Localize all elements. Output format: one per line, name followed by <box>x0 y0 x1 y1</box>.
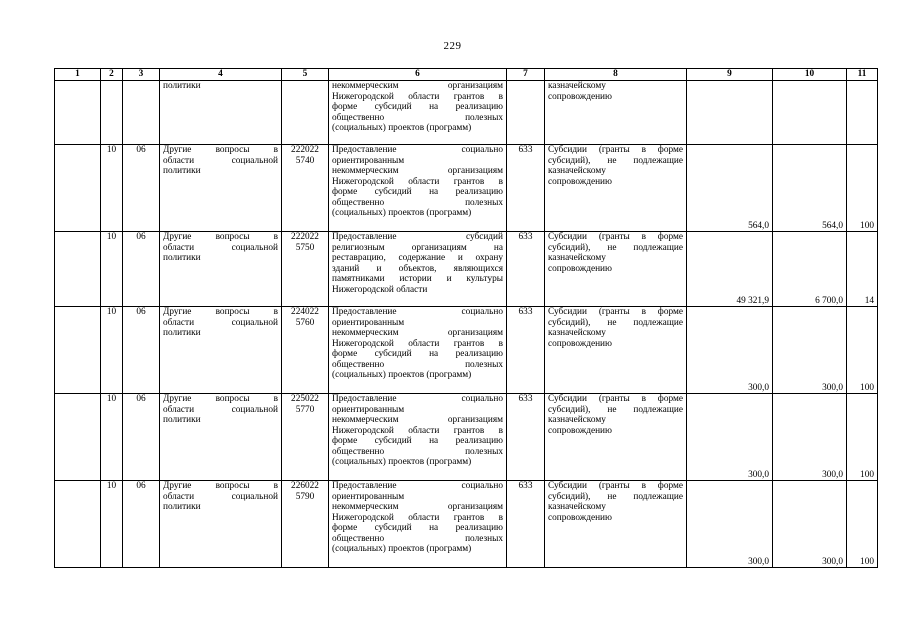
cell-text-line: субсидий), не подлежащие <box>548 317 683 328</box>
cell-expense-type: 633 <box>507 394 545 481</box>
cell-target-code <box>282 145 329 232</box>
cell-percent: 100 <box>847 307 878 394</box>
cell-text-line: (социальных) проектов (программ) <box>332 123 472 133</box>
cell-col3 <box>123 81 160 145</box>
cell-text-line: некоммерческим организациям <box>332 415 503 425</box>
continuation-row <box>55 81 878 145</box>
cell-percent: 100 <box>847 145 878 232</box>
cell-col11 <box>847 81 878 145</box>
cell-expense-type: 633 <box>507 145 545 232</box>
cell-expense-name <box>545 145 687 232</box>
cell-text-line: казначейскому <box>548 81 606 91</box>
cell-section-name <box>160 481 282 568</box>
cell-col10 <box>773 81 847 145</box>
cell-text-line: 5760 <box>295 317 315 328</box>
cell-text-line: субсидий), не подлежащие <box>548 242 683 253</box>
cell-text-line: Нижегородской области грантов в <box>332 512 503 523</box>
cell-text-line: 224022 <box>291 307 319 317</box>
column-header: 6 <box>329 69 507 81</box>
cell-text-line: Субсидии (гранты в форме <box>548 307 683 317</box>
cell-text-line: сопровождению <box>548 176 612 187</box>
cell-percent: 14 <box>847 232 878 307</box>
cell-section-name <box>160 145 282 232</box>
cell-target-name <box>329 394 507 481</box>
cell-text-line: общественно полезных <box>332 533 503 544</box>
cell-subsection: 06 <box>123 145 160 232</box>
cell-col4: политики <box>160 81 282 145</box>
cell-text-line: политики <box>163 502 201 512</box>
column-header: 4 <box>160 69 282 81</box>
cell-planned-amount: 49 321,9 <box>687 232 773 307</box>
cell-section-name <box>160 307 282 394</box>
cell-text-line: Субсидии (гранты в форме <box>548 145 683 155</box>
cell-text-line: зданий и объектов, являющихся <box>332 263 503 274</box>
column-header: 1 <box>55 69 101 81</box>
cell-expense-name <box>545 307 687 394</box>
cell-subsection: 06 <box>123 307 160 394</box>
cell-target-name <box>329 145 507 232</box>
cell-target-code <box>282 307 329 394</box>
cell-text-line: форме субсидий на реализацию <box>332 102 503 112</box>
cell-actual-amount: 564,0 <box>773 145 847 232</box>
cell-text-line: казначейскому <box>548 166 606 176</box>
cell-text-line: субсидий), не подлежащие <box>548 155 683 166</box>
cell-text-line: реставрацию, содержание и охрану <box>332 253 503 263</box>
cell-text-line: политики <box>163 328 201 338</box>
column-header: 7 <box>507 69 545 81</box>
cell-expense-type: 633 <box>507 481 545 568</box>
table-row <box>55 145 878 232</box>
cell-expense-name <box>545 394 687 481</box>
column-header: 3 <box>123 69 160 81</box>
cell-text-line: политики <box>163 415 201 425</box>
cell-text-line: казначейскому <box>548 415 606 425</box>
cell-text-line: форме субсидий на реализацию <box>332 523 503 533</box>
cell-percent: 100 <box>847 481 878 568</box>
cell-col1 <box>55 232 101 307</box>
cell-text-line: Предоставление социально <box>332 481 503 491</box>
cell-col2 <box>101 81 123 145</box>
table-row <box>55 232 878 307</box>
cell-col6 <box>329 81 507 145</box>
cell-text-line: форме субсидий на реализацию <box>332 349 503 359</box>
cell-text-line: общественно полезных <box>332 112 503 123</box>
cell-text-line: 5750 <box>295 242 315 253</box>
cell-section: 10 <box>101 232 123 307</box>
cell-text-line: Предоставление социально <box>332 394 503 404</box>
cell-col5 <box>282 81 329 145</box>
cell-section: 10 <box>101 394 123 481</box>
cell-text-line: Субсидии (гранты в форме <box>548 394 683 404</box>
cell-text-line: ориентированным <box>332 491 405 502</box>
cell-planned-amount: 300,0 <box>687 481 773 568</box>
cell-target-code <box>282 481 329 568</box>
cell-planned-amount: 300,0 <box>687 307 773 394</box>
cell-text-line: Предоставление социально <box>332 307 503 317</box>
cell-text-line: Нижегородской области грантов в <box>332 338 503 349</box>
cell-actual-amount: 300,0 <box>773 394 847 481</box>
cell-text-line: (социальных) проектов (программ) <box>332 544 472 554</box>
header-row <box>55 69 878 81</box>
cell-text-line: субсидий), не подлежащие <box>548 404 683 415</box>
cell-target-name <box>329 232 507 307</box>
cell-expense-type: 633 <box>507 307 545 394</box>
cell-subsection: 06 <box>123 394 160 481</box>
cell-section: 10 <box>101 307 123 394</box>
cell-text-line: области социальной <box>163 317 278 328</box>
cell-percent: 100 <box>847 394 878 481</box>
cell-target-name <box>329 481 507 568</box>
cell-text-line: политики <box>163 253 201 263</box>
column-header: 9 <box>687 69 773 81</box>
cell-target-code <box>282 232 329 307</box>
cell-planned-amount: 300,0 <box>687 394 773 481</box>
column-header: 11 <box>847 69 878 81</box>
cell-text-line: субсидий), не подлежащие <box>548 491 683 502</box>
cell-text-line: политики <box>163 166 201 176</box>
cell-text-line: (социальных) проектов (программ) <box>332 208 472 218</box>
cell-text-line: сопровождению <box>548 263 612 274</box>
column-header: 2 <box>101 69 123 81</box>
cell-actual-amount: 300,0 <box>773 307 847 394</box>
cell-col1 <box>55 81 101 145</box>
cell-text-line: 5740 <box>295 155 315 166</box>
cell-text-line: некоммерческим организациям <box>332 328 503 338</box>
cell-subsection: 06 <box>123 232 160 307</box>
cell-col1 <box>55 145 101 232</box>
cell-text-line: ориентированным <box>332 404 405 415</box>
cell-target-code <box>282 394 329 481</box>
cell-section: 10 <box>101 145 123 232</box>
cell-text-line: Нижегородской области грантов в <box>332 176 503 187</box>
cell-text-line: Другие вопросы в <box>163 481 278 491</box>
cell-expense-type: 633 <box>507 232 545 307</box>
cell-text-line: 5770 <box>295 404 315 415</box>
cell-text-line: казначейскому <box>548 253 606 263</box>
cell-text-line: некоммерческим организациям <box>332 81 503 91</box>
cell-planned-amount: 564,0 <box>687 145 773 232</box>
cell-actual-amount: 6 700,0 <box>773 232 847 307</box>
cell-text-line: сопровождению <box>548 512 612 523</box>
cell-text-line: области социальной <box>163 404 278 415</box>
column-header: 5 <box>282 69 329 81</box>
table-row <box>55 481 878 568</box>
cell-text-line: Предоставление субсидий <box>332 232 503 242</box>
column-header: 8 <box>545 69 687 81</box>
cell-expense-name <box>545 232 687 307</box>
cell-text-line: общественно полезных <box>332 197 503 208</box>
cell-section: 10 <box>101 481 123 568</box>
cell-text-line: некоммерческим организациям <box>332 502 503 512</box>
cell-text-line: общественно полезных <box>332 359 503 370</box>
cell-actual-amount: 300,0 <box>773 481 847 568</box>
cell-text-line: казначейскому <box>548 328 606 338</box>
table-row <box>55 307 878 394</box>
cell-col1 <box>55 307 101 394</box>
budget-table <box>54 68 878 568</box>
cell-text-line: Нижегородской области грантов в <box>332 425 503 436</box>
cell-text-line: ориентированным <box>332 317 405 328</box>
cell-text-line: памятниками истории и культуры <box>332 274 503 284</box>
cell-text-line: Нижегородской области грантов в <box>332 91 503 102</box>
cell-col7 <box>507 81 545 145</box>
cell-col9 <box>687 81 773 145</box>
cell-section-name <box>160 232 282 307</box>
cell-col8 <box>545 81 687 145</box>
cell-text-line: 222022 <box>291 145 319 155</box>
cell-expense-name <box>545 481 687 568</box>
cell-text-line: области социальной <box>163 491 278 502</box>
cell-text-line: Субсидии (гранты в форме <box>548 481 683 491</box>
column-header: 10 <box>773 69 847 81</box>
cell-text-line: форме субсидий на реализацию <box>332 436 503 446</box>
cell-text-line: 226022 <box>291 481 319 491</box>
cell-text-line: Субсидии (гранты в форме <box>548 232 683 242</box>
cell-section-name <box>160 394 282 481</box>
cell-text-line: 225022 <box>291 394 319 404</box>
cell-text-line: Другие вопросы в <box>163 145 278 155</box>
cell-col1 <box>55 481 101 568</box>
table-row <box>55 394 878 481</box>
cell-subsection: 06 <box>123 481 160 568</box>
cell-text-line: 5790 <box>295 491 315 502</box>
cell-text-line: Предоставление социально <box>332 145 503 155</box>
cell-text-line: общественно полезных <box>332 446 503 457</box>
cell-text-line: области социальной <box>163 155 278 166</box>
cell-text-line: Другие вопросы в <box>163 232 278 242</box>
cell-text-line: сопровождению <box>548 425 612 436</box>
cell-text-line: казначейскому <box>548 502 606 512</box>
cell-text-line: Нижегородской области <box>332 284 428 295</box>
cell-text-line: (социальных) проектов (программ) <box>332 457 472 467</box>
cell-col1 <box>55 394 101 481</box>
cell-text-line: религиозным организациям на <box>332 242 503 253</box>
cell-text-line: области социальной <box>163 242 278 253</box>
cell-text-line: сопровождению <box>548 91 612 102</box>
cell-text-line: Другие вопросы в <box>163 307 278 317</box>
cell-text-line: (социальных) проектов (программ) <box>332 370 472 380</box>
cell-text-line: сопровождению <box>548 338 612 349</box>
cell-target-name <box>329 307 507 394</box>
cell-text-line: некоммерческим организациям <box>332 166 503 176</box>
cell-text-line: форме субсидий на реализацию <box>332 187 503 197</box>
cell-text-line: Другие вопросы в <box>163 394 278 404</box>
cell-text-line: ориентированным <box>332 155 405 166</box>
cell-text-line: 222022 <box>291 232 319 242</box>
page-number: 229 <box>443 40 462 52</box>
